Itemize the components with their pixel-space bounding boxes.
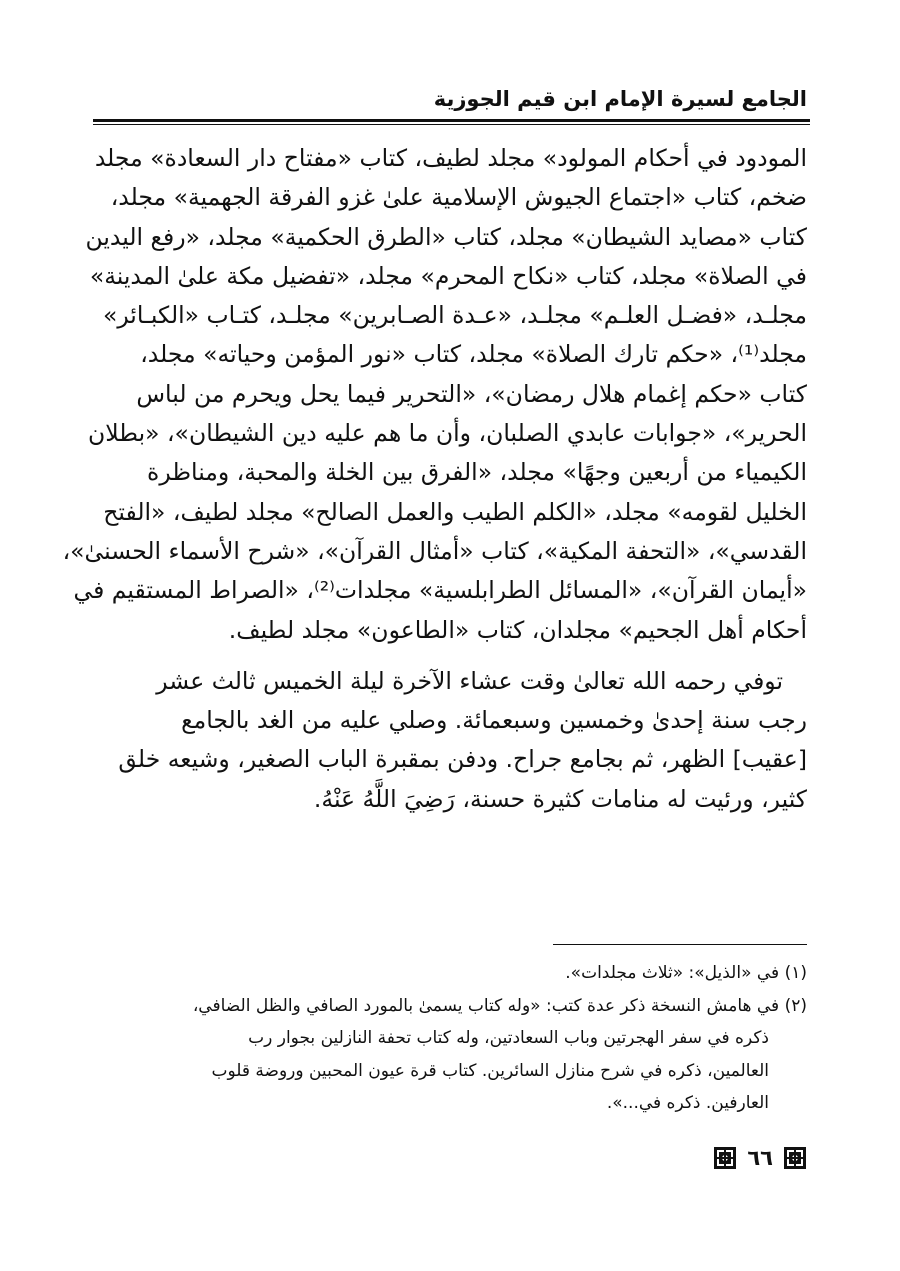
- footnotes: [90, 957, 807, 1120]
- body-line: رجب سنة إحدىٰ وخمسين وسبعمائة. وصلي عليه من الغد بالجامع: [181, 706, 807, 735]
- body-line: كثير، ورئيت له منامات كثيرة حسنة، رَضِيَ اللَّهُ عَنْهُ.: [313, 784, 807, 813]
- body-line: المودود في أحكام المولود» مجلد لطيف، كتاب «مفتاح دار السعادة» مجلد: [94, 144, 807, 172]
- body-line: الحرير»، «جوابات عابدي الصلبان، وأن ما هم عليه دين الشيطان»، «بطلان: [88, 419, 807, 448]
- footnote-2: (٢) في هامش النسخة ذكر عدة كتب: «وله كتاب يسمىٰ بالمورد الصافي والظل الضافي،: [192, 995, 807, 1016]
- body-line: مجلـد، «فضـل العلـم» مجلـد، «عـدة الصـابرين» مجلـد، كتـاب «الكبـائر»: [102, 301, 807, 330]
- body-line: ضخم، كتاب «اجتماع الجيوش الإسلامية علىٰ غزو الفرقة الجهمية» مجلد،: [110, 183, 807, 212]
- body-line: مجلد⁽¹⁾، «حكم تارك الصلاة» مجلد، كتاب «نور المؤمن وحياته» مجلد،: [140, 340, 807, 369]
- floral-ornament-icon: [713, 1146, 737, 1170]
- footnote-2-continuation: العالمين، ذكره في شرح منازل السائرين. كتاب قرة عيون المحبين وروضة قلوب: [211, 1060, 769, 1081]
- body-line: الكيمياء من أربعين وجهًا» مجلد، «الفرق بين الخلة والمحبة، ومناظرة: [147, 458, 807, 487]
- footnote-2-continuation: ذكره في سفر الهجرتين وباب السعادتين، وله كتاب تحفة النازلين بجوار رب: [248, 1028, 769, 1049]
- footnote-1: (١) في «الذيل»: «ثلاث مجلدات».: [565, 963, 807, 983]
- body-line: في الصلاة» مجلد، كتاب «نكاح المحرم» مجلد، «تفضيل مكة علىٰ المدينة»: [89, 261, 807, 290]
- body-line: كتاب «مصايد الشيطان» مجلد، كتاب «الطرق الحكمية» مجلد، «رفع اليدين: [85, 222, 807, 251]
- running-head-title: الجامع لسيرة الإمام ابن قيم الجوزية: [433, 87, 807, 111]
- folio: [713, 1143, 807, 1173]
- body-line: [عقيب] الظهر، ثم بجامع جراح. ودفن بمقبرة الباب الصغير، وشيعه خلق: [118, 745, 807, 774]
- main-text: [62, 139, 807, 819]
- footnote-2-continuation: العارفين. ذكره في...».: [606, 1093, 769, 1114]
- body-line: القدسي»، «التحفة المكية»، كتاب «أمثال القرآن»، «شرح الأسماء الحسنىٰ»،: [62, 536, 807, 565]
- page-number: ٦٦: [747, 1146, 773, 1170]
- body-line: كتاب «حكم إغمام هلال رمضان»، «التحرير فيما يحل ويحرم من لباس: [136, 379, 807, 408]
- body-line: الخليل لقومه» مجلد، «الكلم الطيب والعمل الصالح» مجلد لطيف، «الفتح: [103, 497, 807, 526]
- body-line: توفي رحمه الله تعالىٰ وقت عشاء الآخرة ليلة الخميس ثالث عشر: [156, 666, 783, 695]
- floral-ornament-icon: [783, 1146, 807, 1170]
- footnote-separator: [553, 944, 807, 945]
- header-double-rule: [93, 119, 810, 125]
- paragraph-gap: [90, 650, 807, 662]
- body-line: أحكام أهل الجحيم» مجلدان، كتاب «الطاعون» مجلد لطيف.: [228, 615, 807, 644]
- body-line: «أيمان القرآن»، «المسائل الطرابلسية» مجلدات⁽²⁾، «الصراط المستقيم في: [73, 576, 807, 605]
